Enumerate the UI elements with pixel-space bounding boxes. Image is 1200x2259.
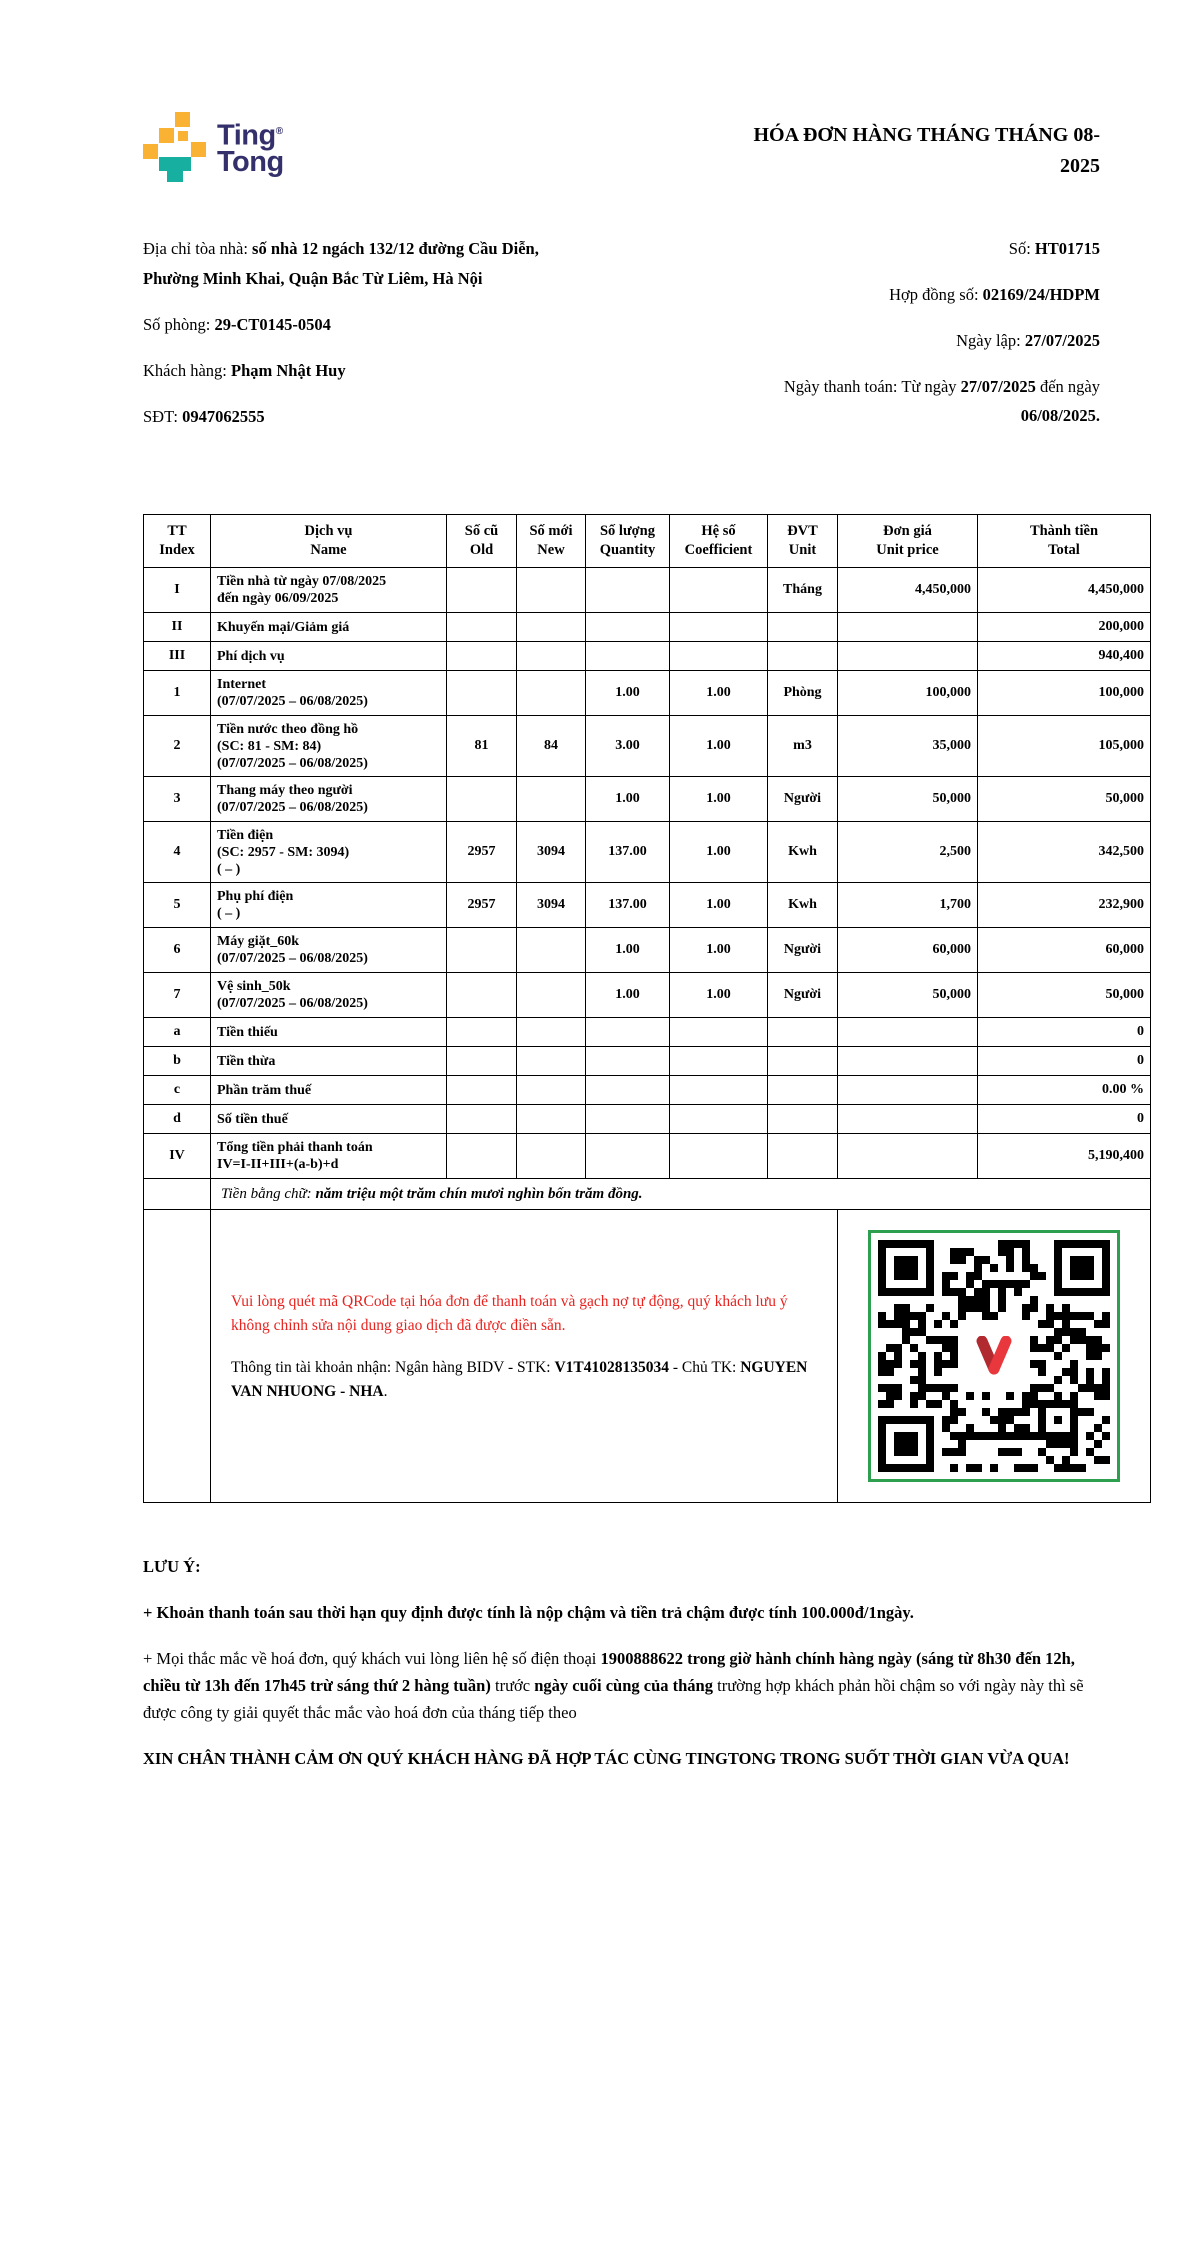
- table-cell: [144, 1179, 211, 1210]
- closing-thanks: XIN CHÂN THÀNH CẢM ƠN QUÝ KHÁCH HÀNG ĐÃ HỢP TÁC CÙNG TINGTONG TRONG SUỐT THỜI GIAN VỪA QUA!: [143, 1749, 1070, 1768]
- table-cell: 2: [144, 716, 211, 777]
- table-cell: [838, 1018, 978, 1047]
- table-cell: [670, 1018, 768, 1047]
- issue-date: Ngày lập: 27/07/2025: [956, 331, 1100, 350]
- table-cell: 0: [978, 1105, 1151, 1134]
- table-cell: 2957: [447, 822, 517, 883]
- table-cell: [586, 1134, 670, 1179]
- table-cell: 3.00: [586, 716, 670, 777]
- table-cell: [768, 642, 838, 671]
- table-cell: 200,000: [978, 613, 1151, 642]
- tingtong-logo-text: Ting® Tong: [217, 119, 284, 178]
- qr-payment-notice: Vui lòng quét mã QRCode tại hóa đơn để thanh toán và gạch nợ tự động, quý khách lưu ý không chỉnh sửa nội dung giao dịch đã được điền sẵn.: [231, 1293, 788, 1334]
- table-cell: 1.00: [670, 928, 768, 973]
- table-cell: [517, 671, 586, 716]
- table-cell: Phần trăm thuế: [211, 1076, 447, 1105]
- table-cell: 35,000: [838, 716, 978, 777]
- table-row: [144, 1076, 1151, 1105]
- table-cell: 0: [978, 1047, 1151, 1076]
- table-cell: 137.00: [586, 883, 670, 928]
- table-cell: 4,450,000: [978, 568, 1151, 613]
- table-cell: Internet (07/07/2025 – 06/08/2025): [211, 671, 447, 716]
- table-cell: [447, 671, 517, 716]
- tingtong-logo-icon: [143, 112, 209, 182]
- table-cell: 940,400: [978, 642, 1151, 671]
- table-cell: 137.00: [586, 822, 670, 883]
- table-cell: [586, 1076, 670, 1105]
- table-cell: 0: [978, 1018, 1151, 1047]
- table-cell: [838, 1134, 978, 1179]
- table-cell: [768, 1105, 838, 1134]
- table-cell: [447, 642, 517, 671]
- table-header-cell: ĐVT Unit: [768, 515, 838, 568]
- table-cell: [768, 613, 838, 642]
- table-cell: 81: [447, 716, 517, 777]
- table-cell: [838, 1047, 978, 1076]
- qr-cell: [838, 1210, 1151, 1503]
- table-cell: [670, 1105, 768, 1134]
- table-cell: [517, 1134, 586, 1179]
- table-header-cell: TT Index: [144, 515, 211, 568]
- table-cell: [670, 1134, 768, 1179]
- table-row: [144, 973, 1151, 1018]
- table-cell: [670, 613, 768, 642]
- table-cell: 1.00: [586, 928, 670, 973]
- table-cell: [768, 1076, 838, 1105]
- table-header-cell: Đơn giá Unit price: [838, 515, 978, 568]
- header: [0, 0, 1200, 182]
- table-cell: d: [144, 1105, 211, 1134]
- table-cell: Tiền nước theo đồng hồ (SC: 81 - SM: 84) (07/07/2025 – 06/08/2025): [211, 716, 447, 777]
- tingtong-logo: [143, 112, 284, 182]
- table-row: [144, 568, 1151, 613]
- table-cell: Người: [768, 777, 838, 822]
- table-cell: [517, 642, 586, 671]
- table-row: [144, 883, 1151, 928]
- vietqr-v-icon: [965, 1327, 1023, 1385]
- table-cell: 1.00: [586, 671, 670, 716]
- table-cell: 1.00: [670, 973, 768, 1018]
- table-cell: [517, 928, 586, 973]
- table-cell: [517, 1047, 586, 1076]
- table-cell: [447, 973, 517, 1018]
- table-cell: [838, 613, 978, 642]
- qr-code: [868, 1230, 1120, 1482]
- table-cell: [586, 1047, 670, 1076]
- table-cell: 60,000: [838, 928, 978, 973]
- table-header-cell: Hệ số Coefficient: [670, 515, 768, 568]
- table-cell: 1.00: [670, 883, 768, 928]
- table-cell: 4: [144, 822, 211, 883]
- support-note: + Mọi thắc mắc về hoá đơn, quý khách vui lòng liên hệ số điện thoại 1900888622 trong giờ hành chính hàng ngày (sáng từ 8h30 đến 12h, chiều từ 13h đến 17h45 trừ sáng thứ 2 hàng tuần) trước ngày cuối cùng của tháng trường hợp khách phản hồi chậm so với ngày này thì sẽ được công ty giải quyết thắc mắc vào hoá đơn của tháng tiếp theo: [143, 1649, 1084, 1722]
- table-cell: III: [144, 642, 211, 671]
- table-cell: [586, 1018, 670, 1047]
- table-header-cell: Số cũ Old: [447, 515, 517, 568]
- invoice-number: Số: HT01715: [1008, 239, 1100, 258]
- table-cell: [447, 777, 517, 822]
- table-cell: [838, 1105, 978, 1134]
- qr-row: [144, 1210, 1151, 1503]
- table-cell: Tháng: [768, 568, 838, 613]
- invoice-info: [143, 234, 1100, 448]
- table-cell: [517, 973, 586, 1018]
- table-cell: 6: [144, 928, 211, 973]
- table-cell: [517, 777, 586, 822]
- table-row: [144, 1047, 1151, 1076]
- table-row: [144, 1134, 1151, 1179]
- table-cell: 1.00: [586, 777, 670, 822]
- table-cell: [517, 1105, 586, 1134]
- table-cell: [447, 613, 517, 642]
- table-cell: 50,000: [978, 777, 1151, 822]
- table-row: [144, 642, 1151, 671]
- table-cell: [447, 928, 517, 973]
- table-cell: Tiền thiếu: [211, 1018, 447, 1047]
- table-cell: [768, 1047, 838, 1076]
- contract-number: Hợp đồng số: 02169/24/HDPM: [889, 285, 1100, 304]
- table-cell: [447, 1134, 517, 1179]
- table-cell: 1: [144, 671, 211, 716]
- table-header-cell: Số mới New: [517, 515, 586, 568]
- table-row: [144, 777, 1151, 822]
- table-cell: Tiền thừa: [211, 1047, 447, 1076]
- table-cell: [670, 642, 768, 671]
- table-cell: 1,700: [838, 883, 978, 928]
- table-row: [144, 716, 1151, 777]
- customer-name: Khách hàng: Phạm Nhật Huy: [143, 361, 346, 380]
- table-cell: [447, 1018, 517, 1047]
- table-cell: Tiền nhà từ ngày 07/08/2025 đến ngày 06/09/2025: [211, 568, 447, 613]
- customer-phone: SĐT: 0947062555: [143, 407, 265, 426]
- footer-notes: [143, 1553, 1105, 1772]
- table-cell: [838, 642, 978, 671]
- table-cell: 50,000: [838, 777, 978, 822]
- table-cell: 84: [517, 716, 586, 777]
- table-cell: Thang máy theo người (07/07/2025 – 06/08/2025): [211, 777, 447, 822]
- table-cell: [517, 568, 586, 613]
- table-cell: 100,000: [978, 671, 1151, 716]
- table-cell: 5: [144, 883, 211, 928]
- table-cell: 100,000: [838, 671, 978, 716]
- invoice-title: HÓA ĐƠN HÀNG THÁNG THÁNG 08- 2025: [753, 124, 1100, 177]
- table-cell: Người: [768, 928, 838, 973]
- table-cell: 2957: [447, 883, 517, 928]
- table-row: [144, 671, 1151, 716]
- table-cell: [768, 1134, 838, 1179]
- table-cell: Máy giặt_60k (07/07/2025 – 06/08/2025): [211, 928, 447, 973]
- table-cell: Người: [768, 973, 838, 1018]
- table-cell: [447, 568, 517, 613]
- room-number: Số phòng: 29-CT0145-0504: [143, 315, 331, 334]
- table-cell: [447, 1047, 517, 1076]
- info-left-column: [143, 234, 718, 448]
- qr-instructions-cell: [211, 1210, 838, 1503]
- bank-account-info: Thông tin tài khoản nhận: Ngân hàng BIDV - STK: V1T41028135034 - Chủ TK: NGUYEN VAN NHUONG - NHA.: [231, 1359, 808, 1400]
- info-right-column: [720, 234, 1100, 448]
- table-cell: Tổng tiền phải thanh toán IV=I-II+III+(a-b)+d: [211, 1134, 447, 1179]
- table-cell: [670, 1076, 768, 1105]
- amount-in-words-row: [144, 1179, 1151, 1210]
- table-cell: 3094: [517, 822, 586, 883]
- table-cell: Kwh: [768, 822, 838, 883]
- building-address: Địa chỉ tòa nhà: số nhà 12 ngách 132/12 đường Cầu Diễn, Phường Minh Khai, Quận Bắc Từ Liêm, Hà Nội: [143, 239, 539, 288]
- table-row: [144, 928, 1151, 973]
- table-cell: Phí dịch vụ: [211, 642, 447, 671]
- table-cell: [517, 1018, 586, 1047]
- table-cell: 5,190,400: [978, 1134, 1151, 1179]
- table-cell: 1.00: [670, 716, 768, 777]
- amount-in-words: Tiền bằng chữ: năm triệu một trăm chín mươi nghìn bốn trăm đồng.: [211, 1179, 1151, 1210]
- table-cell: [586, 642, 670, 671]
- table-row: [144, 613, 1151, 642]
- table-cell: Vệ sinh_50k (07/07/2025 – 06/08/2025): [211, 973, 447, 1018]
- table-cell: 4,450,000: [838, 568, 978, 613]
- table-cell: [838, 1076, 978, 1105]
- table-cell: [517, 1076, 586, 1105]
- table-cell: 105,000: [978, 716, 1151, 777]
- table-cell: b: [144, 1047, 211, 1076]
- table-header-cell: Thành tiền Total: [978, 515, 1151, 568]
- payment-period: Ngày thanh toán: Từ ngày 27/07/2025 đến ngày 06/08/2025.: [783, 377, 1100, 425]
- table-cell: 7: [144, 973, 211, 1018]
- table-header-cell: Số lượng Quantity: [586, 515, 670, 568]
- table-cell: [586, 1105, 670, 1134]
- late-payment-note: + Khoản thanh toán sau thời hạn quy định được tính là nộp chậm và tiền trả chậm được tính 100.000đ/1ngày.: [143, 1603, 914, 1622]
- table-cell: c: [144, 1076, 211, 1105]
- table-cell: [670, 1047, 768, 1076]
- table-cell: IV: [144, 1134, 211, 1179]
- table-row: [144, 822, 1151, 883]
- table-cell: 1.00: [670, 822, 768, 883]
- table-cell: 1.00: [586, 973, 670, 1018]
- table-cell: 342,500: [978, 822, 1151, 883]
- table-cell: [586, 568, 670, 613]
- table-cell: I: [144, 568, 211, 613]
- table-cell: Phụ phí điện ( – ): [211, 883, 447, 928]
- table-cell: a: [144, 1018, 211, 1047]
- table-cell: [517, 613, 586, 642]
- table-row: [144, 1018, 1151, 1047]
- table-cell: 1.00: [670, 671, 768, 716]
- table-cell: 50,000: [838, 973, 978, 1018]
- table-cell: [144, 1210, 211, 1503]
- table-cell: 3: [144, 777, 211, 822]
- table-cell: 0.00 %: [978, 1076, 1151, 1105]
- table-cell: Kwh: [768, 883, 838, 928]
- table-cell: Tiền điện (SC: 2957 - SM: 3094) ( – ): [211, 822, 447, 883]
- notes-title: LƯU Ý:: [143, 1557, 201, 1576]
- table-cell: Khuyến mại/Giảm giá: [211, 613, 447, 642]
- table-cell: Số tiền thuế: [211, 1105, 447, 1134]
- table-cell: m3: [768, 716, 838, 777]
- table-cell: [586, 613, 670, 642]
- table-cell: [768, 1018, 838, 1047]
- table-cell: [447, 1076, 517, 1105]
- services-table: [143, 514, 1151, 1503]
- table-cell: [670, 568, 768, 613]
- table-cell: 1.00: [670, 777, 768, 822]
- table-cell: Phòng: [768, 671, 838, 716]
- table-cell: 50,000: [978, 973, 1151, 1018]
- table-cell: 232,900: [978, 883, 1151, 928]
- table-cell: II: [144, 613, 211, 642]
- table-cell: 3094: [517, 883, 586, 928]
- table-cell: 60,000: [978, 928, 1151, 973]
- table-header-cell: Dịch vụ Name: [211, 515, 447, 568]
- table-row: [144, 1105, 1151, 1134]
- table-header-row: [144, 515, 1151, 568]
- table-cell: 2,500: [838, 822, 978, 883]
- table-cell: [447, 1105, 517, 1134]
